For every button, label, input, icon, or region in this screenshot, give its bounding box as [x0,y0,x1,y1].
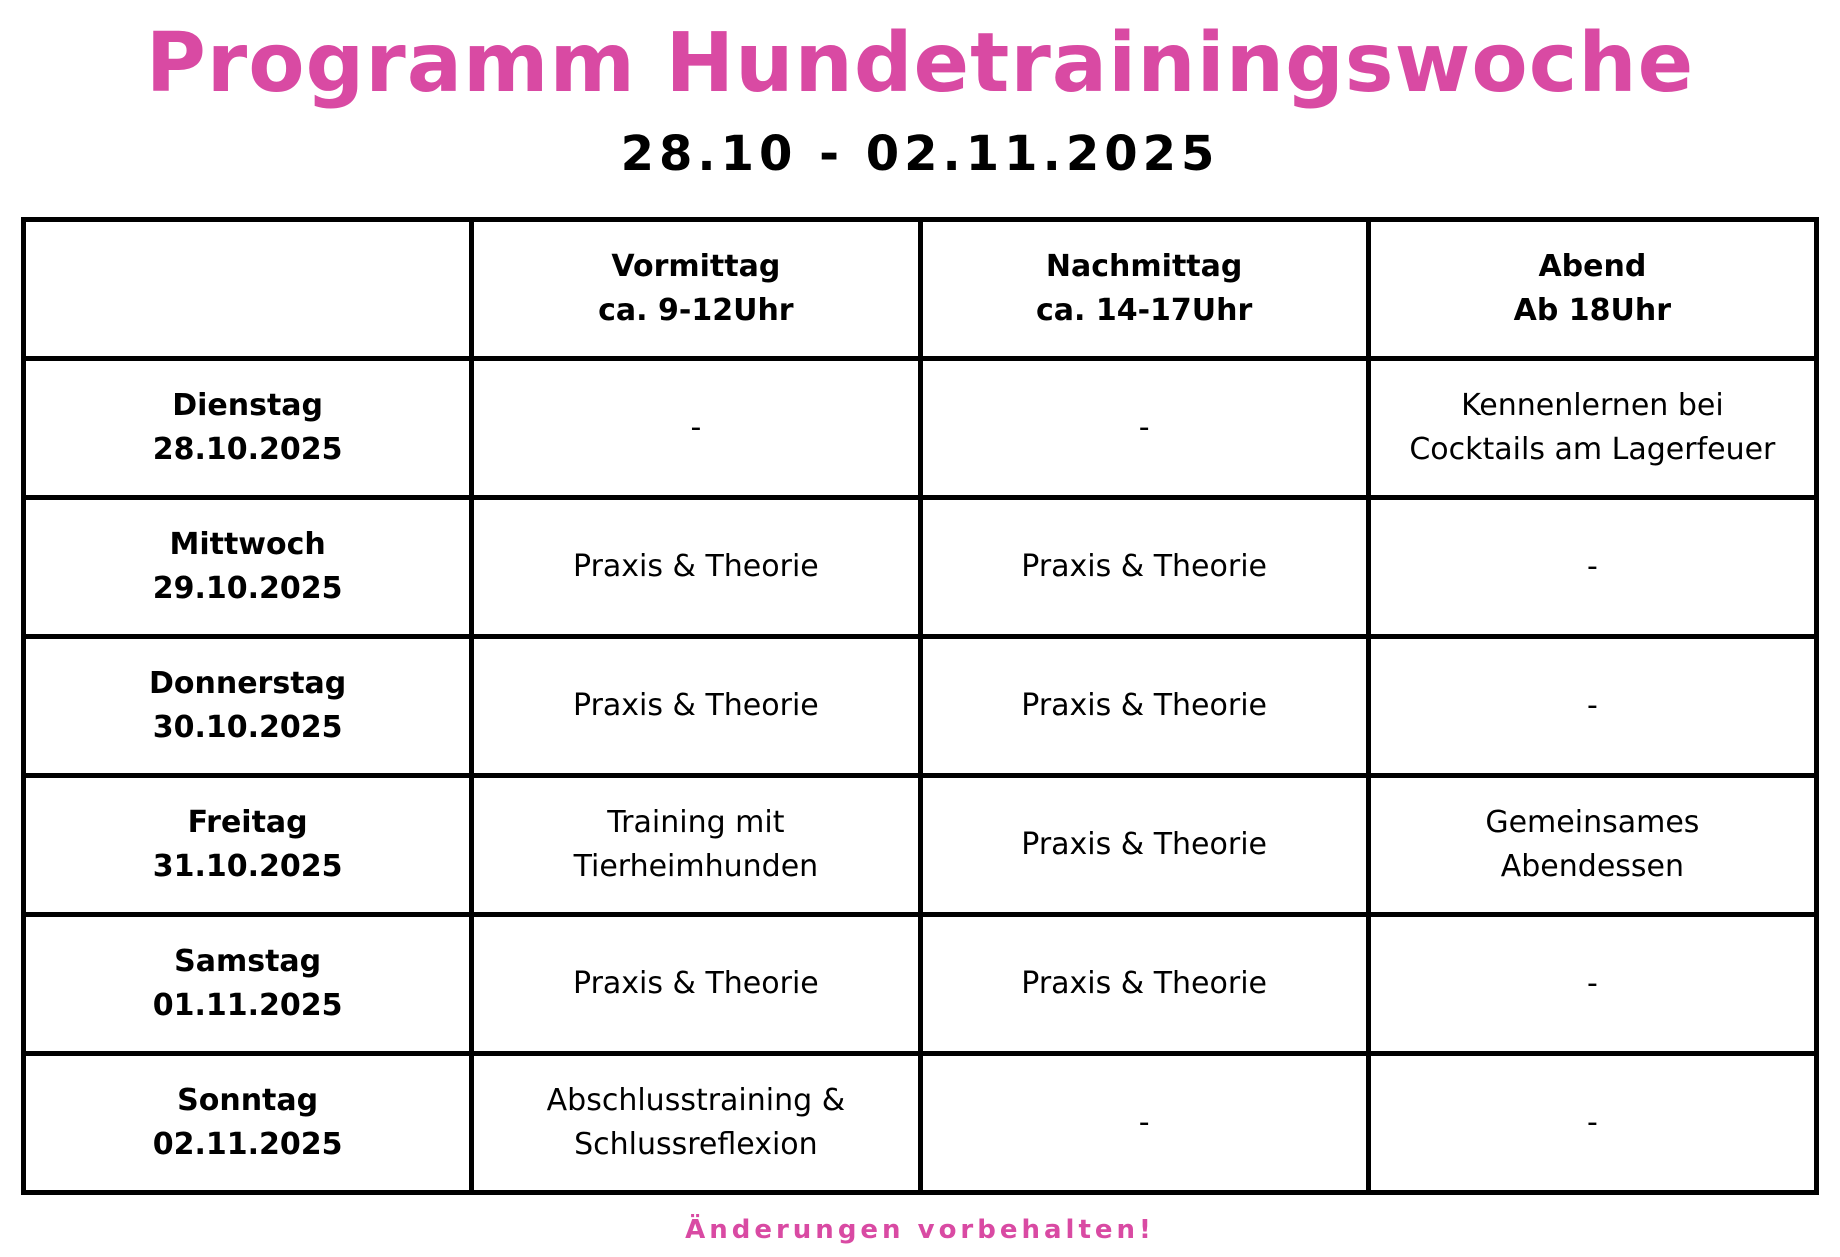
header-label: Abend [1538,249,1647,284]
header-nachmittag [920,220,1368,359]
day-cell [24,776,472,915]
cell-line: Praxis & Theorie [1021,549,1267,584]
cell-line: Praxis & Theorie [1021,827,1267,862]
day-name: Mittwoch [169,527,326,562]
header-label: Nachmittag [1045,249,1243,284]
cell-line: - [1586,688,1598,723]
cell-line: - [690,410,702,445]
cell-line: Praxis & Theorie [1021,966,1267,1001]
header-label: Vormittag [611,249,781,284]
day-date: 28.10.2025 [152,432,343,467]
table-row [24,915,1817,1054]
table-row [24,776,1817,915]
nachmittag-cell [920,1054,1368,1193]
header-abend [1368,220,1816,359]
vormittag-cell [472,359,920,498]
cell-line: - [1586,1105,1598,1140]
cell-line: Cocktails am Lagerfeuer [1409,432,1776,467]
nachmittag-cell [920,498,1368,637]
day-name: Dienstag [172,388,324,423]
vormittag-cell [472,498,920,637]
cell-line: - [1586,966,1598,1001]
cell-line: Praxis & Theorie [1021,688,1267,723]
cell-line: Kennenlernen bei [1461,388,1724,423]
vormittag-cell [472,1054,920,1193]
cell-line: Gemeinsames [1485,805,1700,840]
schedule-table [21,217,1819,1195]
vormittag-cell [472,915,920,1054]
cell-line: Abschlusstraining & [546,1083,846,1118]
day-name: Sonntag [177,1083,319,1118]
day-name: Freitag [187,805,308,840]
abend-cell [1368,637,1816,776]
header-row [24,220,1817,359]
header-vormittag [472,220,920,359]
cell-line: Praxis & Theorie [573,966,819,1001]
header-empty-cell [24,220,472,359]
day-date: 29.10.2025 [152,571,343,606]
cell-line: - [1138,1105,1150,1140]
cell-line: Praxis & Theorie [573,549,819,584]
nachmittag-cell [920,637,1368,776]
abend-cell [1368,915,1816,1054]
cell-line: Praxis & Theorie [573,688,819,723]
nachmittag-cell [920,776,1368,915]
day-date: 02.11.2025 [152,1127,343,1162]
day-cell [24,637,472,776]
header-time: Ab 18Uhr [1513,293,1672,328]
abend-cell [1368,776,1816,915]
disclaimer-note: Änderungen vorbehalten! [685,1215,1155,1245]
cell-line: - [1586,549,1598,584]
cell-line: Training mit [607,805,785,840]
day-name: Samstag [174,944,322,979]
header-time: ca. 9-12Uhr [598,293,794,328]
date-range: 28.10 - 02.11.2025 [620,126,1220,182]
day-date: 30.10.2025 [152,710,343,745]
day-cell [24,915,472,1054]
header-time: ca. 14-17Uhr [1035,293,1253,328]
page-title: Programm Hundetrainingswoche [145,16,1695,111]
abend-cell [1368,1054,1816,1193]
vormittag-cell [472,776,920,915]
table-row [24,359,1817,498]
day-cell [24,498,472,637]
nachmittag-cell [920,359,1368,498]
cell-line: Tierheimhunden [573,849,819,884]
day-date: 01.11.2025 [152,988,343,1023]
table-row [24,1054,1817,1193]
cell-line: Schlussreflexion [574,1127,818,1162]
day-cell [24,359,472,498]
day-name: Donnerstag [148,666,347,701]
table-row [24,498,1817,637]
vormittag-cell [472,637,920,776]
day-date: 31.10.2025 [152,849,343,884]
abend-cell [1368,498,1816,637]
table-row [24,637,1817,776]
day-cell [24,1054,472,1193]
cell-line: Abendessen [1500,849,1685,884]
nachmittag-cell [920,915,1368,1054]
cell-line: - [1138,410,1150,445]
abend-cell [1368,359,1816,498]
